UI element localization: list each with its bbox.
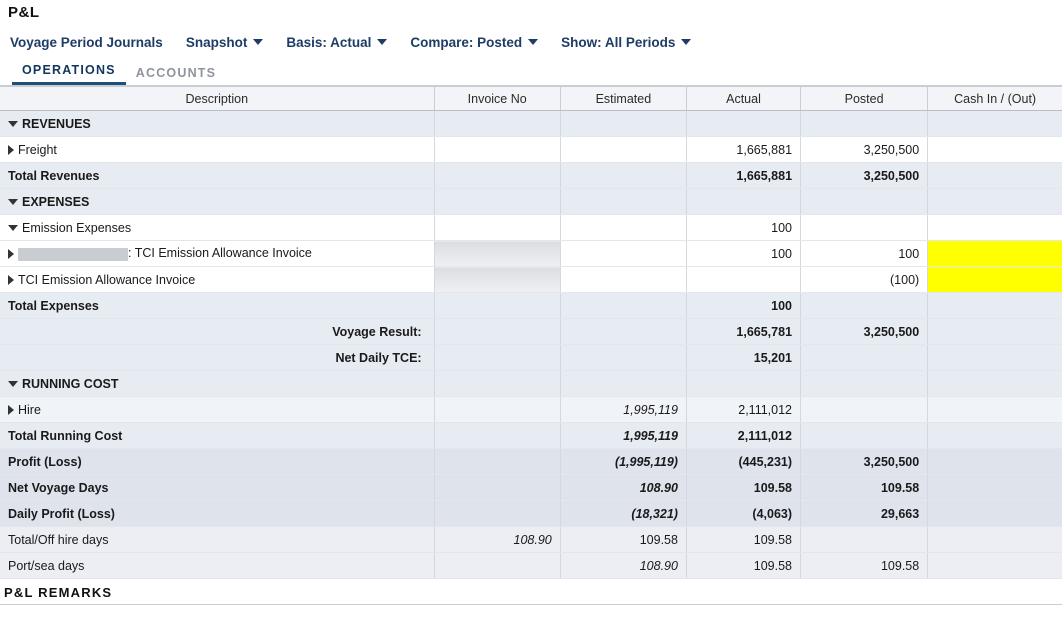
cell-posted: 3,250,500 <box>801 163 928 189</box>
cell-invoice-no <box>434 423 560 449</box>
cell-estimated <box>560 189 686 215</box>
column-header-cash-in-out[interactable]: Cash In / (Out) <box>928 87 1062 111</box>
cell-cash <box>928 371 1062 397</box>
toolbar-item-basis[interactable] <box>286 31 400 54</box>
cell-cash <box>928 189 1062 215</box>
expand-triangle-icon[interactable] <box>8 145 14 155</box>
cell-cash <box>928 241 1062 267</box>
toolbar-item-show[interactable] <box>561 31 704 54</box>
redacted-text <box>18 248 128 261</box>
cell-actual <box>686 189 800 215</box>
cell-invoice-no <box>434 163 560 189</box>
cell-posted: 29,663 <box>801 501 928 527</box>
table-row[interactable] <box>0 267 1062 293</box>
row-description[interactable] <box>0 137 434 163</box>
cell-cash <box>928 319 1062 345</box>
table-row <box>0 553 1062 579</box>
row-description: Port/sea days <box>0 553 434 579</box>
table-row[interactable] <box>0 137 1062 163</box>
chevron-down-icon <box>253 39 263 45</box>
row-description[interactable] <box>0 111 434 137</box>
table-row[interactable] <box>0 397 1062 423</box>
cell-posted <box>801 527 928 553</box>
column-header-estimated[interactable]: Estimated <box>560 87 686 111</box>
cell-posted <box>801 215 928 241</box>
toolbar-item-voyage-period-journals[interactable] <box>10 31 176 54</box>
expand-triangle-icon[interactable] <box>8 249 14 259</box>
pnl-grid <box>0 86 1062 579</box>
cell-cash <box>928 501 1062 527</box>
cell-estimated: 1,995,119 <box>560 423 686 449</box>
chevron-down-icon <box>528 39 538 45</box>
collapse-triangle-icon[interactable] <box>8 199 18 205</box>
cell-estimated <box>560 345 686 371</box>
row-description[interactable] <box>0 241 434 267</box>
cell-cash <box>928 397 1062 423</box>
cell-invoice-no <box>434 397 560 423</box>
cell-invoice-no <box>434 137 560 163</box>
row-label: Net Daily TCE: <box>335 350 422 365</box>
cell-invoice-no <box>434 345 560 371</box>
row-description[interactable] <box>0 397 434 423</box>
cell-actual <box>686 371 800 397</box>
cell-actual <box>686 267 800 293</box>
cell-invoice-no <box>434 553 560 579</box>
column-header-invoice-no[interactable]: Invoice No <box>434 87 560 111</box>
table-row[interactable] <box>0 111 1062 137</box>
table-row <box>0 293 1062 319</box>
cell-actual: 1,665,881 <box>686 163 800 189</box>
remarks-section-title: P&L REMARKS <box>4 585 113 600</box>
cell-posted <box>801 397 928 423</box>
cell-invoice-no <box>434 293 560 319</box>
cell-invoice-no <box>434 111 560 137</box>
tab-bar <box>0 58 1062 86</box>
column-header-description[interactable]: Description <box>0 87 434 111</box>
title-bar <box>0 0 1062 26</box>
row-description: Total Expenses <box>0 293 434 319</box>
row-description: Net Voyage Days <box>0 475 434 501</box>
cell-cash <box>928 163 1062 189</box>
collapse-triangle-icon[interactable] <box>8 121 18 127</box>
row-label: Emission Expenses <box>22 220 132 235</box>
toolbar <box>0 26 1062 58</box>
toolbar-item-label: Snapshot <box>185 34 248 50</box>
row-description: Total Revenues <box>0 163 434 189</box>
table-row <box>0 163 1062 189</box>
cell-actual: (445,231) <box>686 449 800 475</box>
cell-invoice-no <box>434 449 560 475</box>
cell-estimated: (18,321) <box>560 501 686 527</box>
row-description: Total Running Cost <box>0 423 434 449</box>
row-label: Hire <box>18 402 41 417</box>
cell-invoice-no <box>434 267 560 293</box>
cell-actual: 1,665,781 <box>686 319 800 345</box>
cell-estimated: 108.90 <box>560 475 686 501</box>
cell-cash <box>928 137 1062 163</box>
cell-actual <box>686 111 800 137</box>
cell-actual: 109.58 <box>686 553 800 579</box>
cell-posted: 3,250,500 <box>801 319 928 345</box>
cell-cash <box>928 475 1062 501</box>
cell-invoice-no: 108.90 <box>434 527 560 553</box>
cell-cash <box>928 553 1062 579</box>
cell-cash <box>928 527 1062 553</box>
cell-posted: 3,250,500 <box>801 137 928 163</box>
collapse-triangle-icon[interactable] <box>8 225 18 231</box>
row-label: TCI Emission Allowance Invoice <box>18 272 196 287</box>
cell-cash <box>928 345 1062 371</box>
row-description: Profit (Loss) <box>0 449 434 475</box>
table-row <box>0 319 1062 345</box>
toolbar-item-label: Basis: Actual <box>286 34 372 50</box>
cell-posted <box>801 371 928 397</box>
row-description <box>0 345 434 371</box>
cell-actual: 2,111,012 <box>686 397 800 423</box>
table-row[interactable] <box>0 215 1062 241</box>
row-description <box>0 319 434 345</box>
cell-actual: 100 <box>686 241 800 267</box>
cell-estimated <box>560 371 686 397</box>
cell-cash <box>928 293 1062 319</box>
cell-estimated <box>560 137 686 163</box>
cell-actual: 109.58 <box>686 527 800 553</box>
cell-actual: 109.58 <box>686 475 800 501</box>
cell-posted: 109.58 <box>801 475 928 501</box>
toolbar-item-label: Compare: Posted <box>410 34 523 50</box>
chevron-down-icon <box>681 39 691 45</box>
toolbar-item-compare[interactable] <box>410 31 551 54</box>
cell-posted <box>801 111 928 137</box>
cell-invoice-no <box>434 501 560 527</box>
grid-header-row <box>0 87 1062 111</box>
column-header-actual[interactable]: Actual <box>686 87 800 111</box>
cell-estimated <box>560 215 686 241</box>
table-row[interactable] <box>0 371 1062 397</box>
cell-actual: (4,063) <box>686 501 800 527</box>
cell-estimated: (1,995,119) <box>560 449 686 475</box>
cell-posted: 109.58 <box>801 553 928 579</box>
row-description[interactable] <box>0 215 434 241</box>
cell-invoice-no <box>434 371 560 397</box>
toolbar-item-label: Voyage Period Journals <box>10 34 163 50</box>
table-row <box>0 475 1062 501</box>
table-row <box>0 527 1062 553</box>
row-description: Daily Profit (Loss) <box>0 501 434 527</box>
expand-triangle-icon[interactable] <box>8 405 14 415</box>
tab-accounts[interactable] <box>126 63 226 85</box>
cell-invoice-no <box>434 215 560 241</box>
cell-cash <box>928 215 1062 241</box>
column-header-posted[interactable]: Posted <box>801 87 928 111</box>
cell-invoice-no <box>434 241 560 267</box>
cell-actual: 15,201 <box>686 345 800 371</box>
cell-estimated <box>560 241 686 267</box>
cell-estimated <box>560 293 686 319</box>
row-label: Voyage Result: <box>332 324 422 339</box>
row-description[interactable] <box>0 371 434 397</box>
cell-estimated: 1,995,119 <box>560 397 686 423</box>
cell-posted: (100) <box>801 267 928 293</box>
expand-triangle-icon[interactable] <box>8 275 14 285</box>
cell-posted: 3,250,500 <box>801 449 928 475</box>
tab-label: OPERATIONS <box>22 63 116 77</box>
toolbar-item-label: Show: All Periods <box>561 34 676 50</box>
page-title: P&L <box>8 4 40 21</box>
cell-posted <box>801 293 928 319</box>
row-label: RUNNING COST <box>22 376 119 391</box>
cell-actual: 2,111,012 <box>686 423 800 449</box>
table-row <box>0 345 1062 371</box>
cell-posted <box>801 189 928 215</box>
remarks-box[interactable] <box>0 604 1062 618</box>
row-description: Total/Off hire days <box>0 527 434 553</box>
cell-estimated <box>560 267 686 293</box>
cell-estimated <box>560 319 686 345</box>
cell-actual: 100 <box>686 215 800 241</box>
cell-posted <box>801 423 928 449</box>
cell-cash <box>928 449 1062 475</box>
row-label: Freight <box>18 142 57 157</box>
table-row <box>0 449 1062 475</box>
cell-posted: 100 <box>801 241 928 267</box>
cell-invoice-no <box>434 319 560 345</box>
cell-estimated: 108.90 <box>560 553 686 579</box>
collapse-triangle-icon[interactable] <box>8 381 18 387</box>
cell-cash <box>928 423 1062 449</box>
row-label: : TCI Emission Allowance Invoice <box>128 246 312 261</box>
table-row <box>0 501 1062 527</box>
row-label: EXPENSES <box>22 194 90 209</box>
cell-actual: 1,665,881 <box>686 137 800 163</box>
cell-invoice-no <box>434 475 560 501</box>
table-row <box>0 423 1062 449</box>
tab-operations[interactable] <box>12 60 126 85</box>
cell-invoice-no <box>434 189 560 215</box>
cell-estimated <box>560 163 686 189</box>
tab-label: ACCOUNTS <box>135 66 217 80</box>
cell-actual: 100 <box>686 293 800 319</box>
row-label: REVENUES <box>22 116 91 131</box>
row-description[interactable] <box>0 189 434 215</box>
cell-cash <box>928 267 1062 293</box>
cell-cash <box>928 111 1062 137</box>
table-row[interactable] <box>0 241 1062 267</box>
row-description[interactable] <box>0 267 434 293</box>
table-row[interactable] <box>0 189 1062 215</box>
cell-estimated <box>560 111 686 137</box>
toolbar-item-snapshot[interactable] <box>186 31 277 54</box>
cell-estimated: 109.58 <box>560 527 686 553</box>
cell-posted <box>801 345 928 371</box>
chevron-down-icon <box>377 39 387 45</box>
